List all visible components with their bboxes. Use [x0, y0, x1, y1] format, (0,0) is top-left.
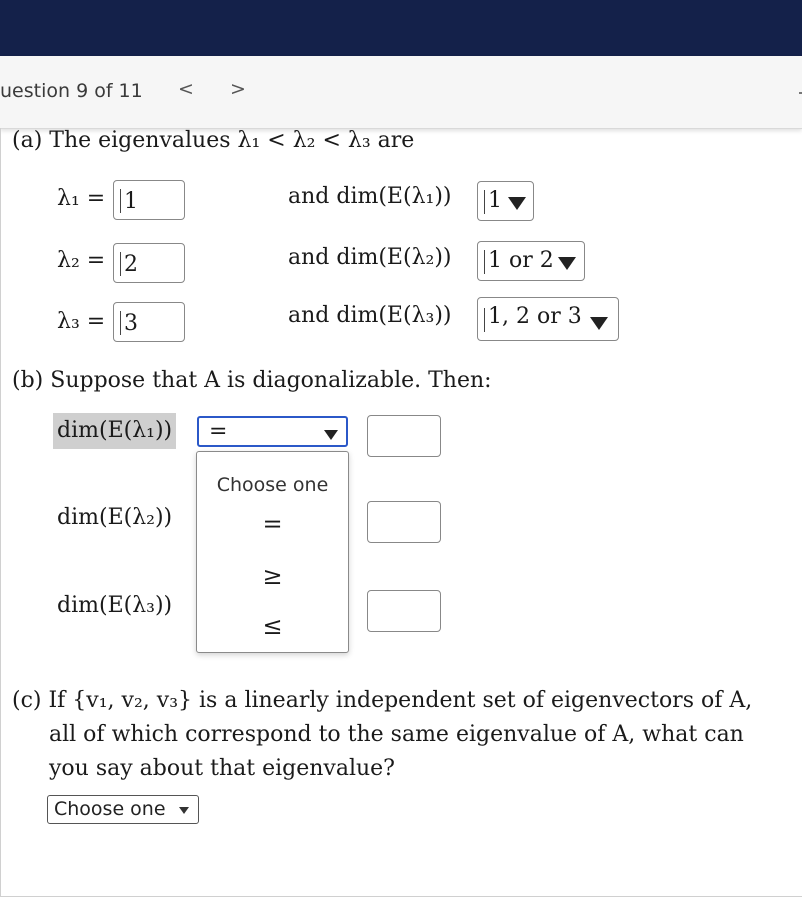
option-equal[interactable]: = — [262, 510, 283, 538]
part-c-select-label: Choose one — [54, 798, 166, 820]
lambda2-label: λ₂ = — [57, 248, 106, 273]
dim-lambda3-selected: 1, 2 or 3 — [488, 304, 582, 329]
dropdown-header: Choose one — [216, 474, 329, 496]
relation-dropdown-menu — [196, 451, 349, 653]
dim-lambda3-select[interactable] — [477, 297, 619, 341]
option-greater-equal[interactable]: ≥ — [262, 562, 283, 590]
part-a-statement: (a) The eigenvalues λ₁ < λ₂ < λ₃ are — [12, 128, 415, 153]
dim-e-lambda2-label: and dim(E(λ₂)) — [288, 245, 452, 270]
lambda2-value: 2 — [124, 252, 138, 277]
lambda1-label: λ₁ = — [57, 186, 106, 211]
option-less-equal[interactable]: ≤ — [262, 612, 283, 640]
previous-question-button[interactable]: < — [178, 78, 194, 100]
part-b-statement: (b) Suppose that A is diagonalizable. Then: — [12, 368, 492, 393]
lambda1-input[interactable] — [113, 180, 185, 220]
relation1-selected: = — [209, 419, 228, 444]
dim-lambda2-selected: 1 or 2 — [488, 248, 554, 273]
question-counter: uestion 9 of 11 — [0, 80, 143, 102]
triangle-down-icon — [179, 807, 189, 814]
dim-lambda1-selected: 1 — [488, 188, 502, 213]
part-c-line1: (c) If {v₁, v₂, v₃} is a linearly independent set of eigenvectors of A, — [12, 688, 753, 713]
triangle-down-icon — [324, 430, 338, 440]
dim-e-lambda3-label: and dim(E(λ₃)) — [288, 303, 452, 328]
part-c-line3: you say about that eigenvalue? — [49, 756, 395, 781]
question-navigation-bar — [0, 56, 802, 129]
dim-lambda1-b-input[interactable] — [367, 415, 441, 457]
part-c-select[interactable] — [47, 795, 199, 824]
relation1-select[interactable] — [197, 416, 348, 447]
dim-e-lambda1-label: and dim(E(λ₁)) — [288, 184, 452, 209]
triangle-down-icon — [508, 197, 526, 210]
lambda3-input[interactable] — [113, 302, 185, 342]
lambda3-label: λ₃ = — [57, 309, 106, 334]
dim-e-lambda2-b-label: dim(E(λ₂)) — [57, 505, 173, 530]
lambda3-value: 3 — [124, 311, 138, 336]
next-question-button[interactable]: > — [230, 78, 246, 100]
dim-lambda1-select[interactable] — [477, 181, 534, 221]
dim-e-lambda1-b-label: dim(E(λ₁)) — [53, 413, 176, 449]
dim-e-lambda3-b-label: dim(E(λ₃)) — [57, 593, 173, 618]
part-c-line2: all of which correspond to the same eigenvalue of A, what can — [49, 722, 744, 747]
top-app-bar — [0, 0, 802, 56]
dim-lambda2-b-input[interactable] — [367, 501, 441, 543]
dim-lambda2-select[interactable] — [477, 241, 585, 281]
dim-lambda3-b-input[interactable] — [367, 590, 441, 632]
lambda2-input[interactable] — [113, 243, 185, 283]
lambda1-value: 1 — [124, 189, 138, 214]
triangle-down-icon — [558, 257, 576, 270]
triangle-down-icon — [590, 317, 608, 330]
